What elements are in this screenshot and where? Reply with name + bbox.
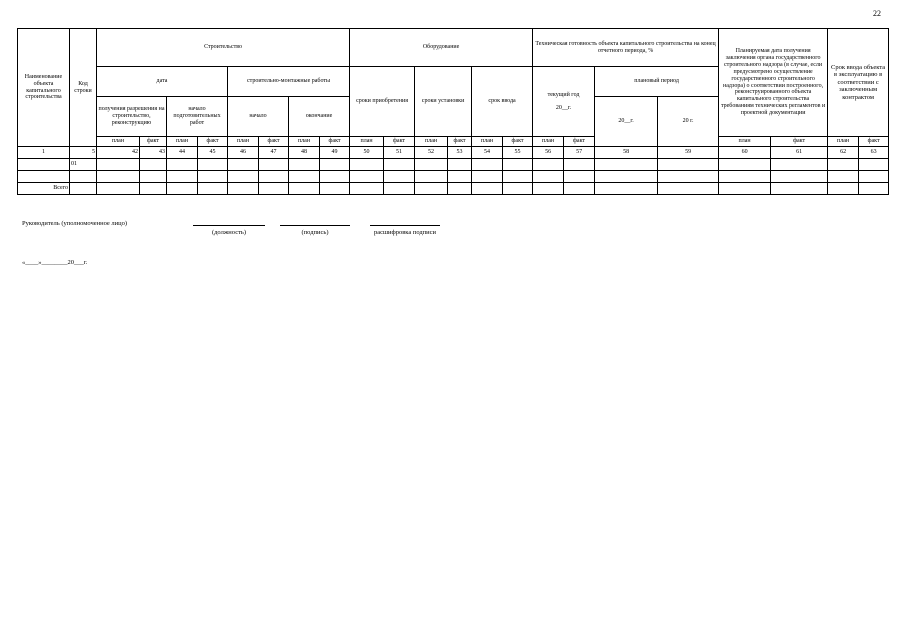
col-fact: факт (564, 137, 595, 147)
col-plan: план (228, 137, 259, 147)
signature-caption: (подпись) (301, 229, 329, 236)
header-install: сроки установки (415, 67, 472, 137)
table-cell[interactable] (198, 159, 228, 171)
table-cell[interactable] (259, 171, 289, 183)
header-construction: Строительство (97, 29, 350, 67)
table-cell[interactable] (595, 171, 658, 183)
table-cell[interactable] (350, 159, 384, 171)
table-cell[interactable] (828, 183, 859, 195)
table-cell[interactable] (320, 159, 350, 171)
col-number: 52 (415, 147, 448, 159)
table-cell[interactable] (448, 171, 472, 183)
table-cell[interactable] (18, 159, 70, 171)
table-cell[interactable] (533, 171, 564, 183)
table-cell[interactable] (658, 183, 719, 195)
col-number: 49 (320, 147, 350, 159)
col-number: 54 (472, 147, 503, 159)
table-cell[interactable] (564, 159, 595, 171)
table-cell[interactable] (658, 159, 719, 171)
table-cell[interactable] (719, 171, 771, 183)
header-plan-year-2: 20 г. (658, 97, 719, 147)
table-cell[interactable] (533, 159, 564, 171)
table-cell[interactable] (289, 159, 320, 171)
col-number: 63 (859, 147, 889, 159)
decoding-caption: расшифровка подписи (373, 229, 437, 236)
table-cell[interactable] (70, 183, 97, 195)
row-code: 01 (70, 159, 97, 171)
table-cell[interactable] (384, 159, 415, 171)
table-cell[interactable] (719, 183, 771, 195)
header-cmr-start: начало (228, 97, 289, 137)
table-cell[interactable] (658, 171, 719, 183)
col-number: 60 (719, 147, 771, 159)
table-cell[interactable] (415, 159, 448, 171)
col-fact: факт (140, 137, 167, 147)
date-line: «____»________20___г. (22, 259, 88, 266)
header-readiness: Техническая готовность объекта капитального строительства на конец отчетного периода, % (533, 29, 719, 67)
table-cell[interactable] (719, 159, 771, 171)
signature-line[interactable] (280, 225, 350, 226)
table-cell[interactable] (859, 171, 889, 183)
table-cell[interactable] (595, 159, 658, 171)
col-fact: факт (448, 137, 472, 147)
col-number: 5 (70, 147, 97, 159)
col-number: 53 (448, 147, 472, 159)
table-cell[interactable] (859, 159, 889, 171)
col-number: 55 (503, 147, 533, 159)
col-plan: план (472, 137, 503, 147)
col-plan: план (719, 137, 771, 147)
header-date: дата (97, 67, 228, 97)
header-planned-date: Планируемая дата получения заключения органа государственного строительного надзора (в случае, если предусмотрено осуществление государственного строительного надзора) о соответствии построенного, реконструированного объекта капитального строительства требованиям технических регламентов и проектной документации (719, 29, 828, 137)
header-prep-works: начало подготовительных работ (167, 97, 228, 137)
table-cell[interactable] (259, 183, 289, 195)
current-year-value: 20__г. (555, 104, 572, 111)
col-plan: план (289, 137, 320, 147)
col-plan: план (97, 137, 140, 147)
table-cell[interactable] (503, 183, 533, 195)
report-table (17, 28, 889, 195)
table-cell[interactable] (140, 183, 167, 195)
table-cell[interactable] (97, 159, 140, 171)
col-number: 44 (167, 147, 198, 159)
col-fact: факт (771, 137, 828, 147)
table-cell[interactable] (228, 171, 259, 183)
header-purchase: сроки приобретения (350, 67, 415, 137)
table-cell[interactable] (472, 171, 503, 183)
decoding-line[interactable] (370, 225, 440, 226)
table-cell[interactable] (828, 159, 859, 171)
table-cell[interactable] (140, 171, 167, 183)
col-plan: план (415, 137, 448, 147)
table-cell[interactable] (595, 183, 658, 195)
header-cmr-end: окончание (289, 97, 350, 137)
table-cell[interactable] (198, 171, 228, 183)
col-plan: план (350, 137, 384, 147)
table-cell[interactable] (448, 183, 472, 195)
table-row (18, 159, 889, 171)
col-number: 61 (771, 147, 828, 159)
table-cell[interactable] (448, 159, 472, 171)
header-cmr: строительно-монтажные работы (228, 67, 350, 97)
table-cell[interactable] (259, 159, 289, 171)
col-fact: факт (320, 137, 350, 147)
table-cell[interactable] (503, 171, 533, 183)
table-cell[interactable] (771, 171, 828, 183)
col-number: 51 (384, 147, 415, 159)
table-cell[interactable] (533, 183, 564, 195)
table-cell[interactable] (859, 183, 889, 195)
col-number: 48 (289, 147, 320, 159)
col-number: 62 (828, 147, 859, 159)
table-cell[interactable] (472, 183, 503, 195)
total-label: Всего (18, 183, 70, 195)
table-cell[interactable] (228, 159, 259, 171)
table-cell[interactable] (167, 183, 198, 195)
table-cell[interactable] (415, 183, 448, 195)
col-fact: факт (859, 137, 889, 147)
col-number: 58 (595, 147, 658, 159)
table-cell[interactable] (564, 183, 595, 195)
table-cell[interactable] (472, 159, 503, 171)
table-cell[interactable] (564, 171, 595, 183)
header-plan-period: плановый период (595, 67, 719, 97)
table-cell[interactable] (350, 171, 384, 183)
position-line[interactable] (193, 225, 265, 226)
col-fact: факт (384, 137, 415, 147)
header-permit: получения разрешения на строительство, реконструкцию (97, 97, 167, 137)
table-cell[interactable] (384, 171, 415, 183)
header-object-name: Наименование объекта капитального строительства (18, 29, 70, 147)
table-cell[interactable] (415, 171, 448, 183)
current-year-label: текущий год (547, 91, 580, 98)
col-fact: факт (503, 137, 533, 147)
table-cell[interactable] (140, 159, 167, 171)
header-equipment: Оборудование (350, 29, 533, 67)
header-current-year (533, 67, 595, 137)
table-cell[interactable] (320, 171, 350, 183)
header-row-code: Код строки (70, 29, 97, 147)
header-commission-eq: срок ввода (472, 67, 533, 137)
header-plan-year-1: 20__г. (595, 97, 658, 147)
col-plan: план (533, 137, 564, 147)
header-commission-term: Срок ввода объекта в эксплуатацию в соответствии с заключенным контрактом (828, 29, 889, 137)
table-cell[interactable] (828, 171, 859, 183)
total-row (18, 183, 889, 195)
col-number: 57 (564, 147, 595, 159)
table-cell[interactable] (289, 171, 320, 183)
col-fact: факт (259, 137, 289, 147)
col-number: 56 (533, 147, 564, 159)
col-number: 46 (228, 147, 259, 159)
table-cell[interactable] (97, 183, 140, 195)
position-caption: (должность) (211, 229, 247, 236)
col-number: 1 (18, 147, 70, 159)
col-number: 47 (259, 147, 289, 159)
table-cell[interactable] (18, 171, 70, 183)
table-cell[interactable] (771, 159, 828, 171)
col-number: 43 (140, 147, 167, 159)
table-cell[interactable] (198, 183, 228, 195)
table-cell[interactable] (503, 159, 533, 171)
table-cell[interactable] (771, 183, 828, 195)
col-number: 59 (658, 147, 719, 159)
signature-label: Руководитель (уполномоченное лицо) (22, 220, 128, 227)
page-number: 22 (873, 9, 881, 18)
col-number: 42 (97, 147, 140, 159)
col-number: 45 (198, 147, 228, 159)
col-number: 50 (350, 147, 384, 159)
table-cell[interactable] (228, 183, 259, 195)
col-plan: план (828, 137, 859, 147)
column-number-row (18, 147, 889, 159)
col-plan: план (167, 137, 198, 147)
table-cell[interactable] (320, 183, 350, 195)
table-cell[interactable] (70, 171, 97, 183)
table-cell[interactable] (167, 159, 198, 171)
table-row (18, 171, 889, 183)
table-cell[interactable] (350, 183, 384, 195)
table-cell[interactable] (167, 171, 198, 183)
col-fact: факт (198, 137, 228, 147)
table-cell[interactable] (384, 183, 415, 195)
table-cell[interactable] (289, 183, 320, 195)
table-cell[interactable] (97, 171, 140, 183)
